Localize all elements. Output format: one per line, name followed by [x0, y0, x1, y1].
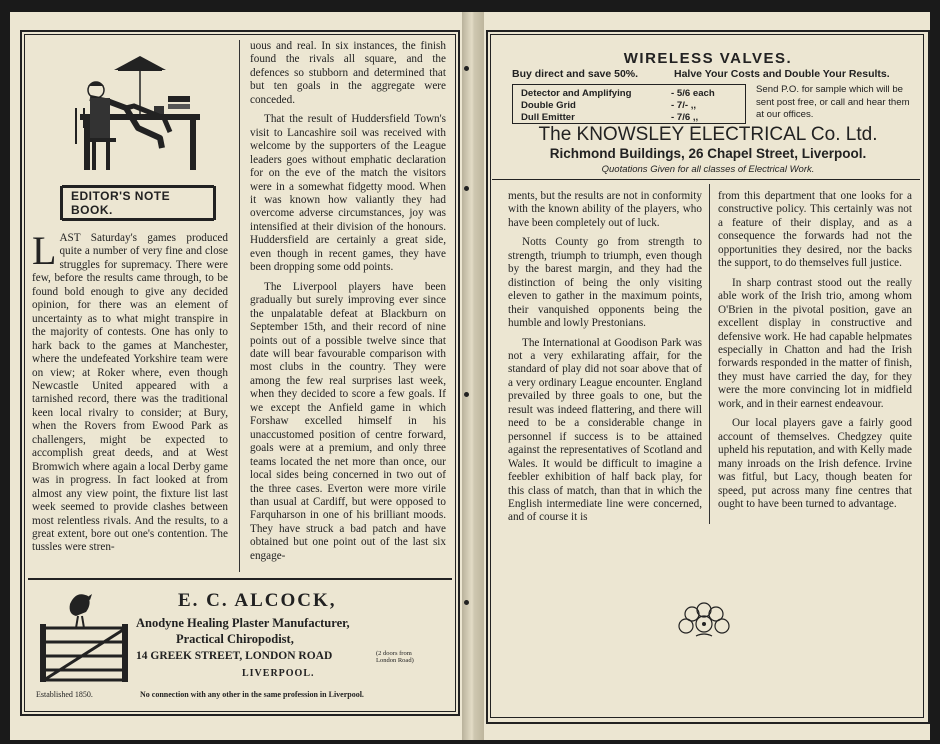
article-column-4: [718, 190, 912, 511]
article-paragraph: ments, but the results are not in conformity with the known ability of the players, who have been completely out of luck.: [508, 190, 702, 229]
wireless-valves-title: WIRELESS VALVES.: [623, 50, 793, 67]
wireless-tagline-right: Halve Your Costs and Double Your Results.: [674, 68, 890, 80]
article-column-2: [250, 40, 446, 563]
price-row-item: Dull Emitter: [521, 112, 575, 123]
alcock-line-1: Anodyne Healing Plaster Manufacturer,: [136, 616, 350, 630]
alcock-address-note-line: (2 doors from: [376, 650, 412, 657]
article-paragraph: The International at Goodison Park was not a very exhilarating affair, for the standard of play did not soar above that of a very ordinary League encounter. England prevailed by three goals to one, but the result was indeed flattering, and there will need to be a considerable change in personnel if success is to be attained against the representatives of Scotland and Wales. It would be difficult to imagine a feebler exhibition of half back play, for this class of match, than that in which the English intermediate line were concerned, and of course it is: [508, 336, 702, 524]
price-row-item: Double Grid: [521, 100, 576, 111]
knowsley-quotation-note: Quotations Given for all classes of Electrical Work.: [601, 164, 815, 175]
article-paragraph: In sharp contrast stood out the really able work of the Irish trio, among whom O'Brien in the pivotal position, gave an excellent display in constructive and defensive work. He had capable helpmates especially in Chatton and had the Irish forwards responded in the matter of finish, they must have carried the day, for they were the more convincing lot in midfield work, and in their earnest endeavour.: [718, 276, 912, 410]
binding-hole: [464, 66, 469, 71]
book-spine: [462, 12, 484, 740]
alcock-advertisement: [28, 578, 452, 708]
send-po-note: Send P.O. for sample which will be sent post free, or call and hear them at our offices.: [756, 84, 910, 120]
binding-hole: [464, 186, 469, 191]
ad-divider: [492, 179, 920, 180]
alcock-city: LIVERPOOL.: [242, 668, 315, 679]
alcock-address: 14 GREEK STREET, LONDON ROAD: [136, 650, 333, 662]
article-paragraph: from this department that one looks for a constructive policy. This certainly was not a feature of their display, and as a consequence the forwards had not the opportunities they desired, nor the backs the support, to do themselves full justice.: [718, 190, 912, 270]
knowsley-company-name: The KNOWSLEY ELECTRICAL Co. Ltd.: [538, 124, 878, 145]
alcock-disclaimer: No connection with any other in the same profession in Liverpool.: [140, 690, 364, 699]
article-paragraph-text: AST Saturday's games produced quite a number of very fine and close struggles for supremacy. There were few, before the results came through, to be found bold enough to give any decided opinion, for there was an element of uncertainty as to what might transpire in the majority of contests. One has only to hark back to the games at Manchester, where the undefeated Yorkshire team were on view; at Roker where, even though Newcastle United appeared with a tarnished record, there was the traditional keen local rivalry to consider; at Bury, when the Rovers from Ewood Park as challengers, might be expected to accomplish great deeds, and at West Bromwich where again a local Derby game was in progress. In fact looked at from almost any view point, the fixture list last week seemed to provide clashes between most relentless rivals. And the results, to a great extent, bore out one's contention. The tussles were stren-: [32, 232, 228, 554]
article-paragraph: Our local players gave a fairly good account of themselves. Chedgzey quite upheld his reputation, and with Kelly made many inroads on the Irish defence. Irvine was fitful, but Lacy, though beaten for speed, put across many fine centres that ought to have been turned to advantage.: [718, 417, 912, 510]
price-row-price: - 7/6 ,,: [671, 112, 699, 123]
alcock-name: E. C. ALCOCK,: [178, 590, 337, 611]
binding-hole: [464, 392, 469, 397]
article-paragraph: [32, 228, 228, 555]
article-paragraph: uous and real. In six instances, the finish found the rivals all square, and the defences so stubborn and determined that but ten goals in the aggregate were conceded.: [250, 40, 446, 106]
knowsley-address: Richmond Buildings, 26 Chapel Street, Liverpool.: [549, 146, 867, 161]
editor-note-book-banner: [60, 186, 216, 220]
alcock-line-2: Practical Chiropodist,: [176, 632, 294, 646]
binding-hole: [464, 600, 469, 605]
wireless-tagline-left: Buy direct and save 50%.: [512, 68, 639, 80]
article-paragraph: That the result of Huddersfield Town's visit to Lancashire soil was received with welcome by the supporters of the League leaders goes without emphatic declaration for on the eve of the match the visitors were in a somewhat fidgetty mood. When it was known how valiantly they had overcome adverse circumstances, joy was intensified at their division of the honours. Huddersfield are certainly a great side, even though in recent games, they have been dropping some odd points.: [250, 113, 446, 274]
alcock-address-note: [376, 650, 414, 664]
drop-cap: L: [32, 228, 57, 273]
floral-ornament: [676, 602, 732, 642]
editor-at-desk-illustration: [70, 48, 210, 174]
alcock-established: Established 1850.: [36, 690, 93, 699]
editor-note-book-heading: EDITOR'S NOTE BOOK.: [62, 185, 214, 221]
valve-price-table: [512, 84, 746, 124]
price-row-price: - 5/6 each: [671, 88, 715, 99]
column-divider: [709, 184, 710, 524]
rooster-on-gate-illustration: [40, 584, 130, 684]
article-paragraph: Notts County go from strength to strength, triumph to triumph, even though by the barest margin, and they had the distinction of being the only visiting eleven to gather in the maximum points, their vanquished opponents being the humble and lowly Prestonians.: [508, 236, 702, 330]
article-column-1: [32, 228, 228, 555]
column-divider: [239, 40, 240, 572]
alcock-address-note-line: London Road): [376, 657, 414, 664]
price-row-item: Detector and Amplifying: [521, 88, 632, 99]
article-column-3: [508, 190, 702, 525]
article-paragraph: The Liverpool players have been gradually but surely improving ever since the unpalatable defeat at Blackburn on September 15th, and their record of nine points out of a possible twelve since that date will bear favourable comparison with most clubs in the country. They were among the few real surprises last week, when they decided to score a few goals. If we except the Anfield game in which Forshaw excelled himself in his unaccustomed position of centre forward, goals were at a premium, and only three teams located the net more than once, our local sides being concerned in two out of the three cases. Everton were more virile than usual at Cardiff, but were opposed to Farquharson in one of his brilliant moods. They have struck a bad patch and have obtained but one point out of the last six engage-: [250, 280, 446, 562]
price-row-price: - 7/- ,,: [671, 100, 697, 111]
